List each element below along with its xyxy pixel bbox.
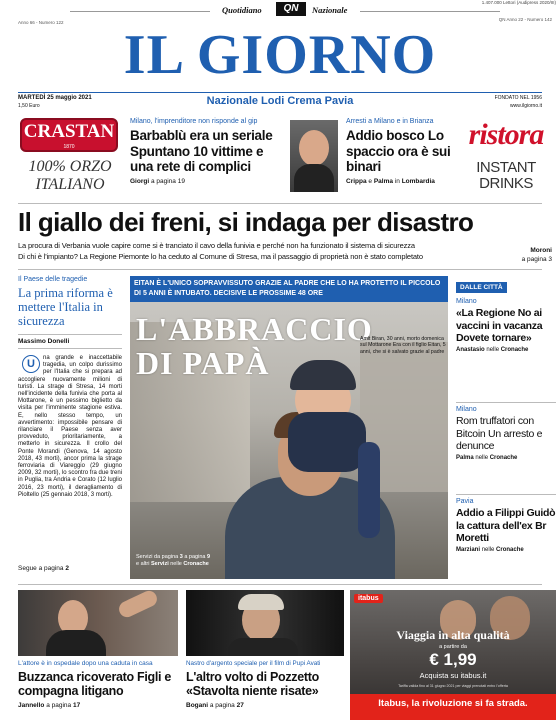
sidebar-item-1-credit-name: Anastasio bbox=[456, 346, 485, 353]
photo-kicker: EITAN È L'UNICO SOPRAVVISSUTO GRAZIE AL PADRE CHE LO HA PROTETTO IL PICCOLO DI 5 ANNI È INTUBATO. DECISIVE LE PROSSIME 48 ORE bbox=[134, 280, 441, 297]
services-1c: a pagina bbox=[184, 554, 206, 560]
editorial[interactable] bbox=[18, 276, 122, 580]
ristora-brand: ristora bbox=[468, 118, 544, 151]
services-1b: 3 bbox=[179, 554, 183, 560]
sidebar-item-1-credit-mid: nelle bbox=[486, 346, 500, 353]
editorial-body: na grande e inaccettabile tragedia, un colpo durissimo per l'Italia che si prepara ad accogliere nuovamente milioni di turisti. La strage di Stresa, 14 morti nell'incidente della funivia che porta al Mottarone, è un pessimo biglietto da visita per l'imminente stagione estiva. E, nello stesso tempo, un avvertimento: impossibile pensare di rilanciare il Paese senza aver provveduto, prioritariamente, a metterlo in sicurezza. Il crollo del Ponte Morandi (Genova, 14 agosto 2018, 43 morti), ancor prima la strage ferroviaria di Viareggio (29 giugno 2009, 32 morti), lo scontro fra due treni in Puglia, tra Andria e Corato (12 luglio 2016, 23 morti), il deragliamento di Pioltello (25 gennaio 2018, 3 morti). bbox=[18, 355, 122, 498]
sidebar-item-3-headline: Addio a Filippi Guidò la cattura dell'ex Br Moretti bbox=[456, 507, 556, 544]
topbar-rule-left bbox=[70, 11, 210, 12]
pozzetto-credit bbox=[186, 702, 244, 709]
photo-kicker-box bbox=[130, 276, 448, 302]
sidebar-item-2-credit-sec: Cronache bbox=[489, 454, 518, 461]
crastan-line1: 100% ORZO bbox=[28, 158, 112, 175]
services-2b: Servizi bbox=[150, 561, 169, 567]
main-rule bbox=[18, 269, 542, 270]
pozzetto-credit-page: 27 bbox=[236, 702, 244, 709]
barbablu-credit bbox=[130, 178, 288, 185]
pozzetto-credit-rest: a pagina bbox=[209, 702, 235, 709]
itabus-logo: itabus bbox=[354, 594, 383, 603]
main-deck-1: La procura di Verbania vuole capire come si è tranciato il cavo della funivia e perché non ha funzionato il sistema di sicurezza bbox=[18, 241, 415, 250]
services-1: Servizi da pagina bbox=[136, 554, 179, 560]
photo-caption: Amit Biran, 30 anni, morto domenica sul Mottarone Era con il figlio Eitan, 5 anni, che si è salvato grazie al padre bbox=[360, 336, 446, 355]
sidebar-item-3-credit-mid: nelle bbox=[481, 546, 495, 553]
topbar-nazionale: Nazionale bbox=[312, 5, 348, 15]
bosco-kicker: Arresti a Milano e in Brianza bbox=[346, 118, 434, 125]
sidebar-item-2-headline: Rom truffatori con Bitcoin Un arresto e denunce bbox=[456, 415, 543, 452]
buzzanca-credit-rest: a pagina bbox=[46, 702, 72, 709]
barbablu-credit-name: Giorgi bbox=[130, 177, 150, 185]
buzzanca-credit-name: Jannello bbox=[18, 702, 45, 709]
sidebar-item-3-credit bbox=[456, 547, 556, 553]
topbar-rule-right bbox=[360, 11, 500, 12]
sidebar-item-2-credit-name: Palma bbox=[456, 454, 474, 461]
masthead-rule bbox=[18, 92, 542, 93]
top-row-rule bbox=[18, 203, 542, 204]
sidebar-item-3-credit-name: Marziani bbox=[456, 546, 481, 553]
bosco-credit-a: Crippa bbox=[346, 177, 367, 185]
bottom-rule bbox=[18, 584, 542, 585]
sidebar-item-1-headline: «La Regione No ai vaccini in vacanza Dovete tornare» bbox=[456, 307, 543, 344]
pozzetto-headline: L'altro volto di Pozzetto «Stavolta niente risate» bbox=[186, 670, 319, 698]
photo-story[interactable] bbox=[130, 276, 448, 579]
sidebar-item-1-city: Milano bbox=[456, 298, 477, 305]
pozzetto-kicker: Nastro d'argento speciale per il film di Pupi Avati bbox=[186, 660, 321, 667]
sidebar-header: DALLE CITTÀ bbox=[456, 282, 507, 293]
itabus-headline: Viaggia in alta qualità bbox=[396, 628, 510, 642]
main-headline[interactable]: Il giallo dei freni, si indaga per disastro bbox=[18, 207, 474, 237]
barbablu-kicker: Milano, l'imprenditore non risponde al gip bbox=[130, 118, 258, 125]
main-deck-2: Di chi è l'impianto? La Regione Piemonte lo ha ceduto al Comune di Stresa, ma il passaggio di proprietà non è stato completato bbox=[18, 252, 423, 261]
masthead-editions: Nazionale Lodi Crema Pavia bbox=[206, 95, 354, 107]
crastan-brand: CRASTAN bbox=[23, 121, 115, 142]
itabus-fine: Tariffa valida fino al 31 giugno 2021 per viaggi prenotati entro l'offerta bbox=[398, 684, 508, 688]
barbablu-photo bbox=[290, 120, 338, 192]
itabus-slogan: Itabus, la rivoluzione si fa strada. bbox=[378, 698, 528, 709]
services-2: e altri bbox=[136, 561, 150, 567]
sidebar-item-2-credit-mid: nelle bbox=[475, 454, 489, 461]
pozzetto-photo bbox=[186, 590, 344, 656]
buzzanca-credit-page: 17 bbox=[72, 702, 81, 709]
buzzanca-credit bbox=[18, 702, 80, 709]
sidebar-item-1-credit-sec: Cronache bbox=[500, 346, 529, 353]
main-credit-name: Moroni bbox=[530, 247, 552, 254]
sidebar-rule-1 bbox=[456, 402, 556, 403]
barbablu-credit-rest: a pagina 19 bbox=[150, 177, 185, 185]
sidebar-item-3-credit-sec: Cronache bbox=[496, 546, 524, 553]
photo-headline-2: DI PAPÀ bbox=[136, 345, 270, 381]
pozzetto-credit-name: Bogani bbox=[186, 702, 209, 709]
services-1d: 9 bbox=[206, 554, 211, 560]
sidebar-item-1-credit bbox=[456, 347, 556, 353]
sidebar-item-3-city: Pavia bbox=[456, 498, 474, 505]
topbar-quotidiano: Quotidiano bbox=[222, 5, 262, 15]
crastan-line2: ITALIANO bbox=[35, 176, 105, 193]
bosco-credit-c: Lombardia bbox=[401, 177, 435, 185]
masthead-title: IL GIORNO bbox=[123, 24, 437, 86]
crastan-year: 1870 bbox=[63, 144, 75, 150]
photo-services bbox=[136, 554, 210, 568]
editorial-continue bbox=[18, 565, 69, 572]
photo-headline-1: L'ABBRACCIO bbox=[136, 311, 373, 347]
anno-left: Anno 66 - Numero 122 bbox=[18, 20, 64, 25]
buzzanca-headline: Buzzanca ricoverato Figli e compagna litigano bbox=[18, 670, 172, 698]
itabus-price: € 1,99 bbox=[429, 650, 477, 669]
editorial-author-rule bbox=[18, 334, 122, 335]
bosco-credit-b: Palma bbox=[373, 177, 393, 185]
services-2d: Cronache bbox=[183, 561, 209, 567]
top-bar bbox=[0, 0, 560, 24]
itabus-buy: Acquista su itabus.it bbox=[419, 671, 487, 680]
story-buzzanca[interactable] bbox=[18, 590, 178, 720]
itabus-from: a partire da bbox=[439, 644, 467, 650]
buzzanca-kicker: L'attore è in ospedale dopo una caduta in casa bbox=[18, 660, 153, 667]
editorial-kicker: Il Paese delle tragedie bbox=[18, 276, 88, 283]
bosco-headline: Addio bosco Lo spaccio ora è sui binari bbox=[346, 128, 451, 174]
sidebar-item-2[interactable] bbox=[456, 406, 556, 461]
main-credit-rest: a pagina 3 bbox=[521, 256, 552, 263]
editorial-headline: La prima riforma è mettere l'Italia in sicurezza bbox=[18, 286, 113, 328]
story-barbablu[interactable] bbox=[130, 118, 288, 198]
editorial-continue-rest: Segue a pagina bbox=[18, 565, 64, 572]
anno-right: QN Anno 22 - Numero 142 bbox=[498, 17, 552, 22]
services-2c: nelle bbox=[170, 561, 182, 567]
sidebar-rule-2 bbox=[456, 494, 556, 495]
masthead-founded: FONDATO NEL 1956 bbox=[494, 95, 542, 101]
itabus-slogan-bar bbox=[350, 694, 556, 720]
ad-ristora[interactable] bbox=[458, 118, 554, 196]
masthead-site: www.ilgiorno.it bbox=[510, 103, 542, 109]
bosco-credit-mid2: in bbox=[394, 177, 400, 185]
ad-crastan[interactable] bbox=[18, 118, 122, 196]
editorial-continue-page: 2 bbox=[65, 565, 69, 572]
masthead-price: 1,50 Euro bbox=[18, 103, 40, 109]
editorial-author: Massimo Donelli bbox=[18, 338, 70, 345]
sidebar-item-2-credit bbox=[456, 455, 556, 461]
topbar-tiny-readership: 1.407.000 Lettori (Audipress 2020/III) bbox=[481, 0, 556, 5]
story-bosco[interactable] bbox=[346, 118, 454, 198]
crastan-logo bbox=[20, 118, 118, 152]
ad-itabus[interactable] bbox=[350, 590, 556, 720]
story-pozzetto[interactable] bbox=[186, 590, 344, 720]
ristora-tag: INSTANT DRINKS bbox=[476, 159, 536, 192]
bosco-credit bbox=[346, 178, 454, 185]
sidebar-dalle-citta bbox=[456, 276, 556, 580]
editorial-dropcap: U bbox=[22, 355, 40, 373]
bosco-credit-mid: e bbox=[368, 177, 373, 185]
buzzanca-photo bbox=[18, 590, 178, 656]
masthead-date: MARTEDÌ 25 maggio 2021 bbox=[18, 95, 92, 101]
editorial-author-rule-2 bbox=[18, 348, 122, 349]
qn-logo: QN bbox=[276, 2, 306, 16]
barbablu-headline: Barbablù era un seriale Spuntano 10 vittime e una rete di complici bbox=[130, 128, 273, 174]
sidebar-item-2-city: Milano bbox=[456, 406, 477, 413]
sidebar-item-3[interactable] bbox=[456, 498, 556, 553]
main-credit bbox=[522, 246, 552, 264]
sidebar-item-1[interactable] bbox=[456, 298, 556, 353]
